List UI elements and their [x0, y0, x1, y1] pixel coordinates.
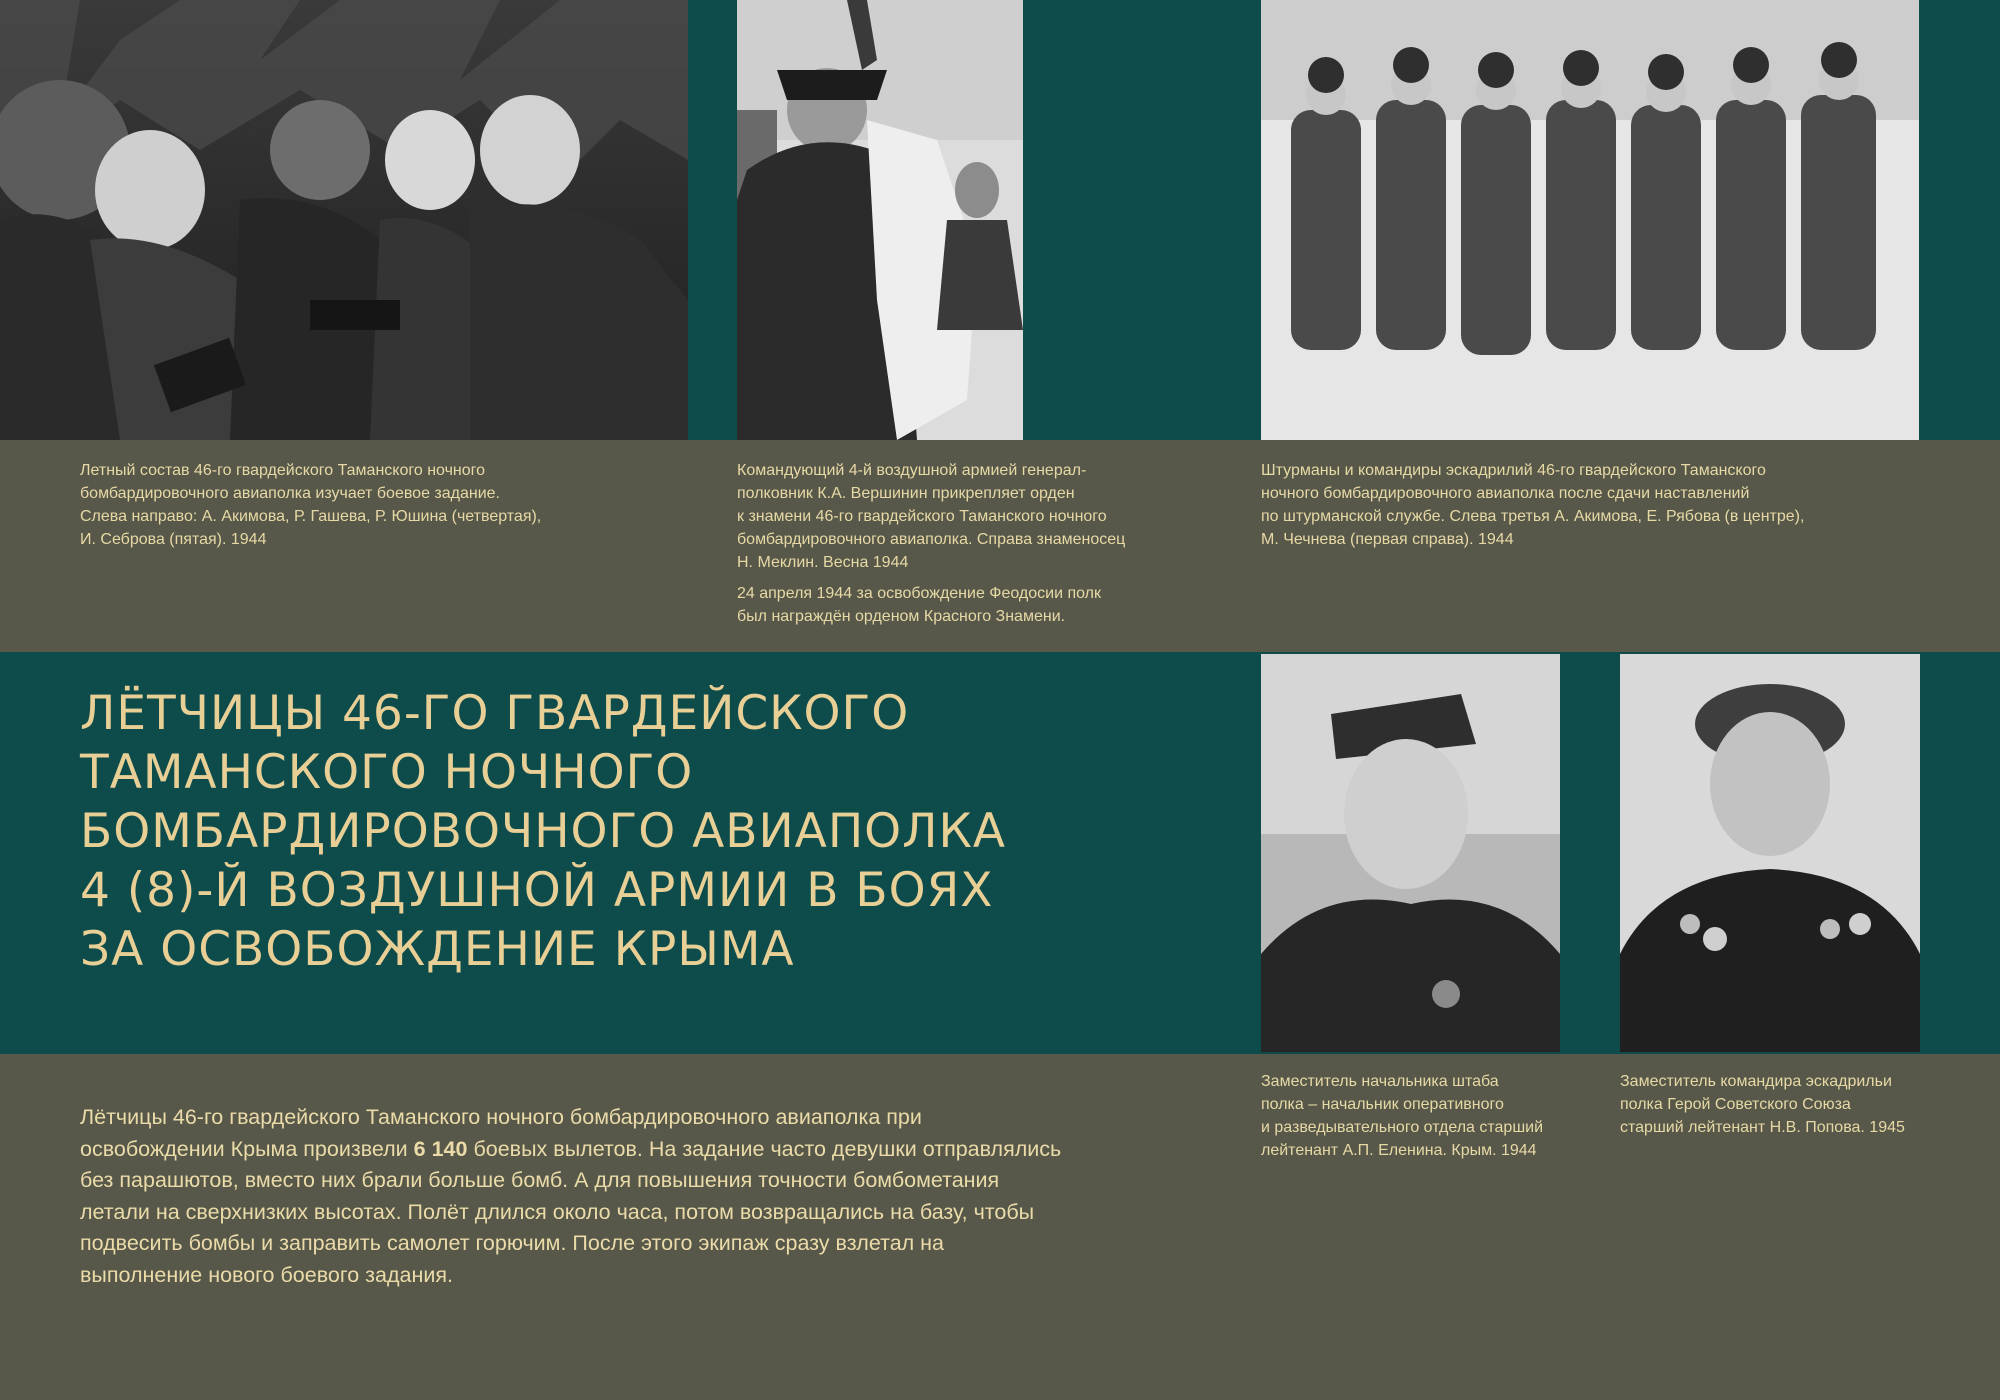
- caption-photo-navigators: [1261, 459, 1881, 551]
- caption-text: Командующий 4-й воздушной армией генерал- полковник К.А. Вершинин прикрепляет орден к знамени 46-го гвардейского Таманского ночного бомбардировочного авиаполка. Справа знаменосец Н. Меклин. Весна 1944: [737, 462, 1126, 571]
- caption-photo-general: [737, 459, 1177, 628]
- page-title: ЛЁТЧИЦЫ 46-ГО ГВАРДЕЙСКОГО ТАМАНСКОГО НОЧНОГО БОМБАРДИРОВОЧНОГО АВИАПОЛКА 4 (8)-Й ВОЗДУШНОЙ АРМИИ В БОЯХ ЗА ОСВОБОЖДЕНИЕ КРЫМА: [80, 686, 1007, 977]
- photo-portrait-elenina: [1261, 654, 1560, 1052]
- caption-text: Штурманы и командиры эскадрилий 46-го гвардейского Таманского ночного бомбардировочного авиаполка после сдачи наставлений по штурманской службе. Слева третья А. Акимова, Е. Рябова (в центре), М. Чечнева (первая справа). 1944: [1261, 462, 1805, 548]
- caption-portrait-elenina: [1261, 1070, 1591, 1162]
- caption-text: Заместитель командира эскадрильи полка Герой Советского Союза старший лейтенант Н.В. Попова. 1945: [1620, 1073, 1905, 1136]
- caption-text: Летный состав 46-го гвардейского Таманского ночного бомбардировочного авиаполка изучает боевое задание. Слева направо: А. Акимова, Р. Гашева, Р. Юшина (четвертая), И. Себрова (пятая). 1944: [80, 462, 542, 548]
- photo-crew-studying-task: [0, 0, 688, 440]
- caption-photo-crew: [80, 459, 640, 551]
- photo-general-attaching-order: [737, 0, 1023, 440]
- caption-text: Заместитель начальника штаба полка – начальник оперативного и разведывательного отдела старший лейтенант А.П. Еленина. Крым. 1944: [1261, 1073, 1544, 1159]
- body-paragraph: Лётчицы 46-го гвардейского Таманского ночного бомбардировочного авиаполка при освобождении Крыма произвели 6 140 боевых вылетов. На задание часто девушки отправлялись без парашютов, вместо них брали больше бомб. А для повышения точности бомбометания летали на сверхнизких высотах. Полёт длился около часа, потом возвращались на базу, чтобы подвесить бомбы и заправить самолет горючим. После этого экипаж сразу взлетал на выполнение нового боевого задания.: [80, 1105, 1062, 1287]
- caption-award-note: 24 апреля 1944 за освобождение Феодосии полк был награждён орденом Красного Знамени.: [737, 585, 1101, 625]
- sorties-count: 6 140: [413, 1136, 468, 1161]
- caption-portrait-popova: [1620, 1070, 1950, 1139]
- photo-portrait-popova: [1620, 654, 1920, 1052]
- photo-navigators-group: [1261, 0, 1919, 440]
